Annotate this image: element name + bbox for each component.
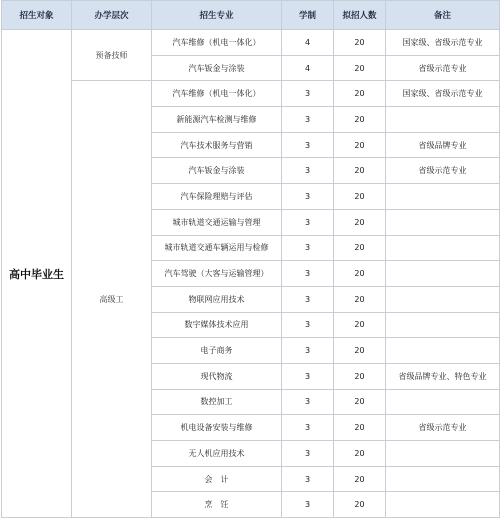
years-cell: 3: [282, 107, 334, 133]
column-header-years: 学制: [282, 1, 334, 30]
column-header-target: 招生对象: [2, 1, 72, 30]
count-cell: 20: [334, 466, 386, 492]
years-cell: 3: [282, 466, 334, 492]
note-cell: 国家级、省级示范专业: [386, 30, 500, 56]
column-header-major: 招生专业: [152, 1, 282, 30]
note-cell: 省级品牌专业、特色专业: [386, 363, 500, 389]
major-cell: 汽车维修（机电一体化）: [152, 81, 282, 107]
target-cell: 高中毕业生: [2, 30, 72, 518]
note-cell: [386, 389, 500, 415]
header-row: [2, 1, 500, 30]
note-cell: [386, 466, 500, 492]
count-cell: 20: [334, 158, 386, 184]
years-cell: 3: [282, 415, 334, 441]
column-header-count: 拟招人数: [334, 1, 386, 30]
column-header-level: 办学层次: [72, 1, 152, 30]
count-cell: 20: [334, 286, 386, 312]
count-cell: 20: [334, 312, 386, 338]
count-cell: 20: [334, 132, 386, 158]
years-cell: 3: [282, 158, 334, 184]
note-cell: [386, 235, 500, 261]
table-row: [2, 30, 500, 56]
count-cell: 20: [334, 30, 386, 56]
years-cell: 3: [282, 286, 334, 312]
years-cell: 4: [282, 30, 334, 56]
count-cell: 20: [334, 209, 386, 235]
note-cell: [386, 261, 500, 287]
major-cell: 新能源汽车检测与维修: [152, 107, 282, 133]
note-cell: 省级示范专业: [386, 55, 500, 81]
count-cell: 20: [334, 55, 386, 81]
note-cell: 省级示范专业: [386, 158, 500, 184]
years-cell: 3: [282, 338, 334, 364]
major-cell: 现代物流: [152, 363, 282, 389]
major-cell: 烹 饪: [152, 492, 282, 518]
major-cell: 数字媒体技术应用: [152, 312, 282, 338]
years-cell: 3: [282, 363, 334, 389]
column-header-note: 备注: [386, 1, 500, 30]
count-cell: 20: [334, 389, 386, 415]
count-cell: 20: [334, 107, 386, 133]
years-cell: 3: [282, 389, 334, 415]
years-cell: 3: [282, 441, 334, 467]
note-cell: [386, 338, 500, 364]
note-cell: [386, 312, 500, 338]
note-cell: 省级品牌专业: [386, 132, 500, 158]
major-cell: 会 计: [152, 466, 282, 492]
major-cell: 电子商务: [152, 338, 282, 364]
enrollment-table: [1, 0, 500, 518]
major-cell: 物联网应用技术: [152, 286, 282, 312]
years-cell: 3: [282, 261, 334, 287]
note-cell: [386, 286, 500, 312]
years-cell: 3: [282, 81, 334, 107]
years-cell: 3: [282, 312, 334, 338]
years-cell: 3: [282, 184, 334, 210]
count-cell: 20: [334, 184, 386, 210]
count-cell: 20: [334, 261, 386, 287]
note-cell: 国家级、省级示范专业: [386, 81, 500, 107]
years-cell: 4: [282, 55, 334, 81]
level-cell: 预备技师: [72, 30, 152, 81]
count-cell: 20: [334, 492, 386, 518]
years-cell: 3: [282, 235, 334, 261]
major-cell: 数控加工: [152, 389, 282, 415]
count-cell: 20: [334, 235, 386, 261]
major-cell: 汽车技术服务与营销: [152, 132, 282, 158]
years-cell: 3: [282, 492, 334, 518]
major-cell: 汽车维修（机电一体化）: [152, 30, 282, 56]
years-cell: 3: [282, 132, 334, 158]
major-cell: 无人机应用技术: [152, 441, 282, 467]
count-cell: 20: [334, 338, 386, 364]
major-cell: 汽车保险理赔与评估: [152, 184, 282, 210]
major-cell: 城市轨道交通运输与管理: [152, 209, 282, 235]
note-cell: [386, 107, 500, 133]
level-cell: 高级工: [72, 81, 152, 518]
note-cell: [386, 184, 500, 210]
major-cell: 机电设备安装与维修: [152, 415, 282, 441]
major-cell: 汽车驾驶（大客与运输管理）: [152, 261, 282, 287]
note-cell: 省级示范专业: [386, 415, 500, 441]
count-cell: 20: [334, 415, 386, 441]
count-cell: 20: [334, 441, 386, 467]
major-cell: 汽车钣金与涂装: [152, 55, 282, 81]
years-cell: 3: [282, 209, 334, 235]
note-cell: [386, 441, 500, 467]
count-cell: 20: [334, 81, 386, 107]
count-cell: 20: [334, 363, 386, 389]
major-cell: 城市轨道交通车辆运用与检修: [152, 235, 282, 261]
major-cell: 汽车钣金与涂装: [152, 158, 282, 184]
table-row: [2, 81, 500, 107]
note-cell: [386, 209, 500, 235]
